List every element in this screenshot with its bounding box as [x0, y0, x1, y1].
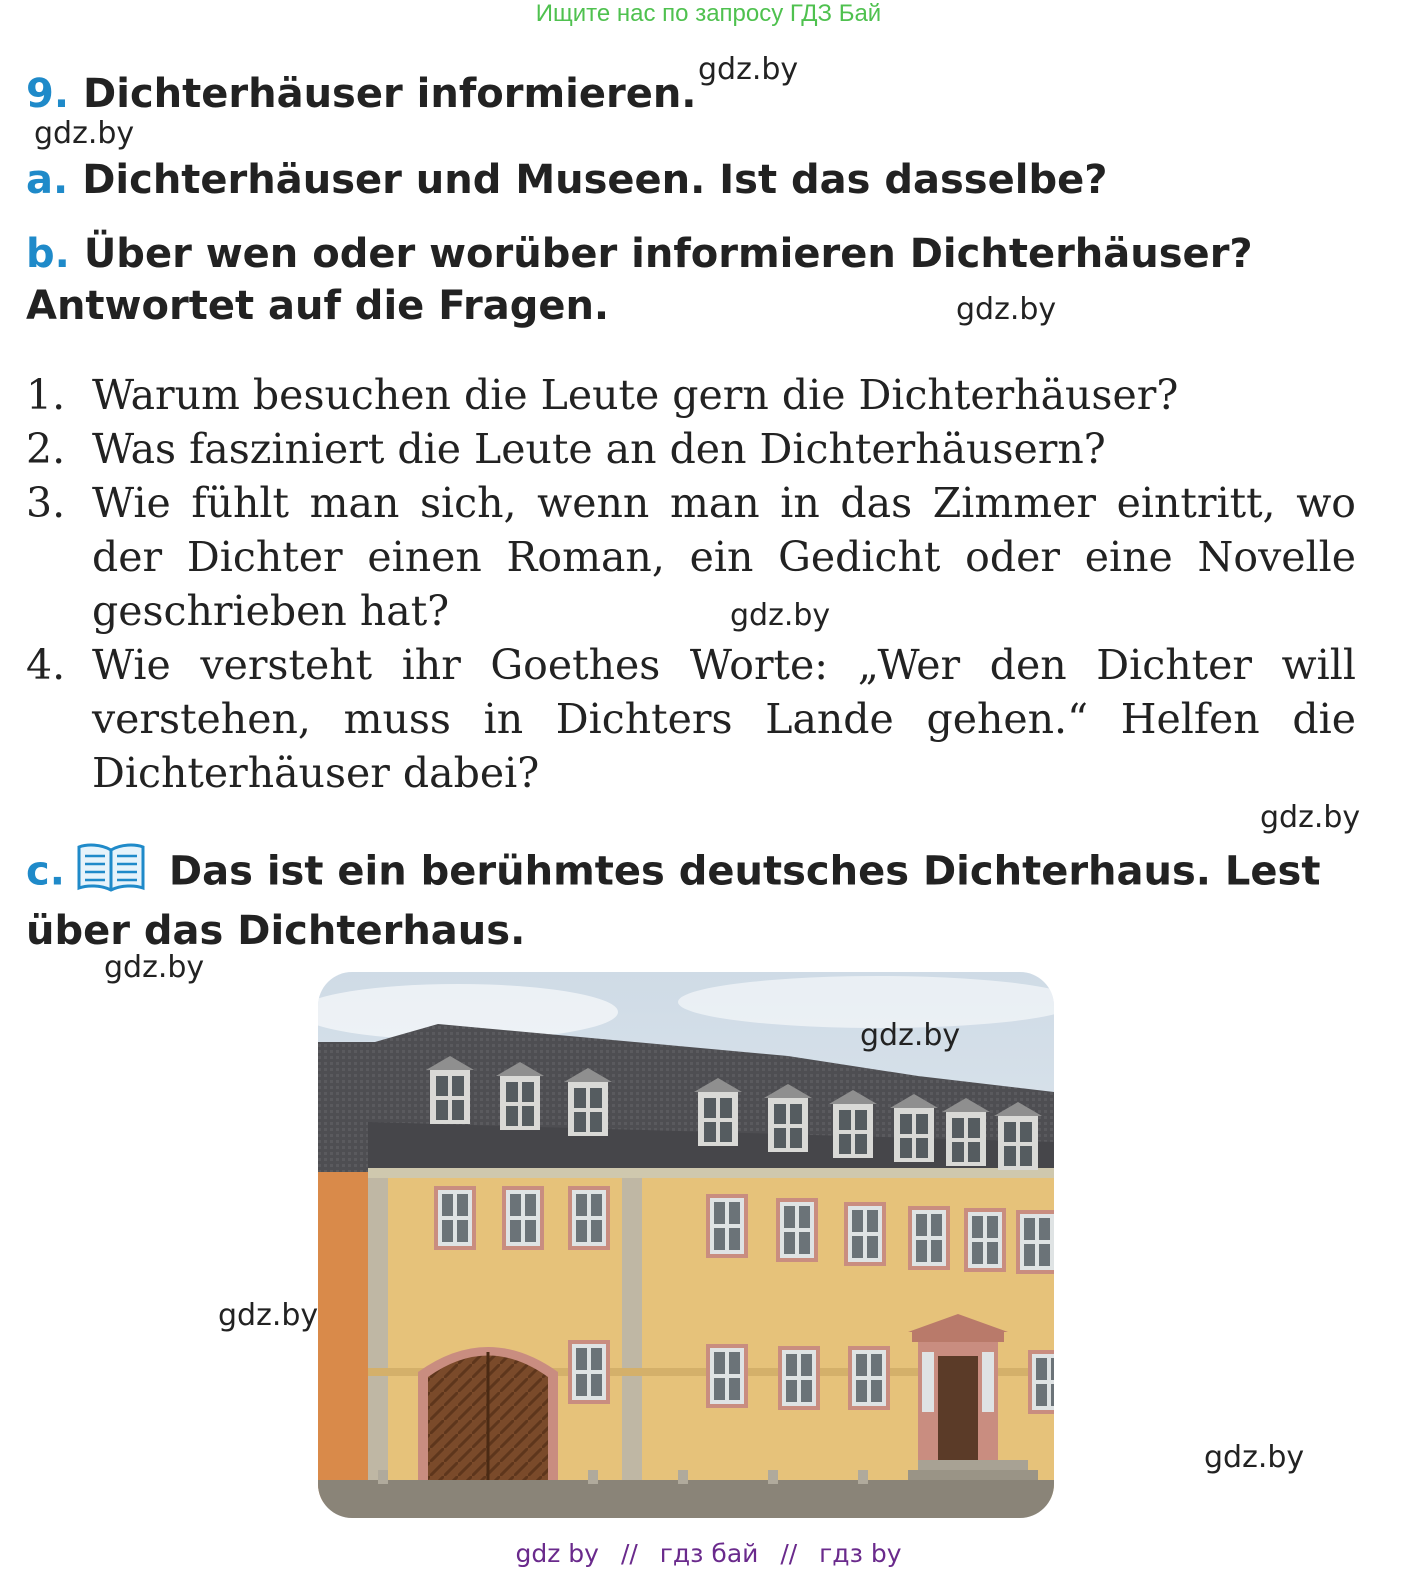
question-item: [26, 476, 1356, 638]
watermark: gdz.by: [218, 1298, 319, 1333]
part-a-label: a.: [26, 157, 69, 203]
question-item: [26, 422, 1356, 476]
part-b: [26, 228, 1366, 332]
question-item: [26, 368, 1356, 422]
footer-separator: //: [620, 1539, 638, 1568]
watermark: gdz.by: [104, 950, 205, 985]
part-a-text: Dichterhäuser und Museen. Ist das dasselbe?: [82, 157, 1108, 203]
top-banner[interactable]: Ищите нас по запросу ГДЗ Бай: [535, 0, 882, 27]
question-item: [26, 638, 1356, 800]
part-a: [26, 154, 1107, 206]
open-book-icon: [75, 842, 147, 905]
question-text: Wie versteht ihr Goethes Worte: „Wer den Dichter will verstehen, muss in Dichters Lande gehen.“ Helfen die Dichterhäuser dabei?: [92, 641, 1356, 797]
watermark: gdz.by: [1204, 1440, 1305, 1475]
watermark: gdz.by: [860, 1018, 961, 1053]
watermark: gdz.by: [1260, 800, 1361, 835]
question-number: 3.: [26, 479, 66, 527]
part-c-text: Das ist ein berühmtes deutsches Dichterhaus. Lest über das Dichterhaus.: [26, 848, 1321, 954]
footer-separator: //: [780, 1539, 798, 1568]
footer-link[interactable]: gdz by: [515, 1539, 599, 1568]
question-number: 1.: [26, 371, 66, 419]
watermark: gdz.by: [956, 292, 1057, 327]
watermark: gdz.by: [730, 598, 831, 633]
part-b-text: Über wen oder worüber informieren Dichterhäuser? Antwortet auf die Fragen.: [26, 231, 1253, 329]
question-number: 2.: [26, 425, 66, 473]
question-text: Wie fühlt man sich, wenn man in das Zimmer eintritt, wo der Dichter einen Roman, ein Gedicht oder eine Novelle geschrieben hat?: [92, 479, 1356, 635]
footer-link[interactable]: гдз бай: [659, 1539, 759, 1568]
watermark: gdz.by: [34, 116, 135, 151]
part-c: [26, 842, 1366, 957]
question-number: 4.: [26, 641, 66, 689]
task-title: Dichterhäuser informieren.: [83, 71, 697, 117]
question-list: [26, 368, 1356, 800]
task-number: 9.: [26, 71, 70, 117]
footer-links: [0, 1539, 1417, 1568]
part-b-label: b.: [26, 231, 70, 277]
watermark: gdz.by: [698, 52, 799, 87]
goethe-house-photo: [318, 972, 1054, 1518]
question-text: Warum besuchen die Leute gern die Dichterhäuser?: [92, 371, 1179, 419]
footer-link[interactable]: гдз by: [819, 1539, 902, 1568]
question-text: Was fasziniert die Leute an den Dichterhäusern?: [92, 425, 1106, 473]
part-c-label: c.: [26, 848, 65, 895]
task-heading: [26, 68, 697, 120]
